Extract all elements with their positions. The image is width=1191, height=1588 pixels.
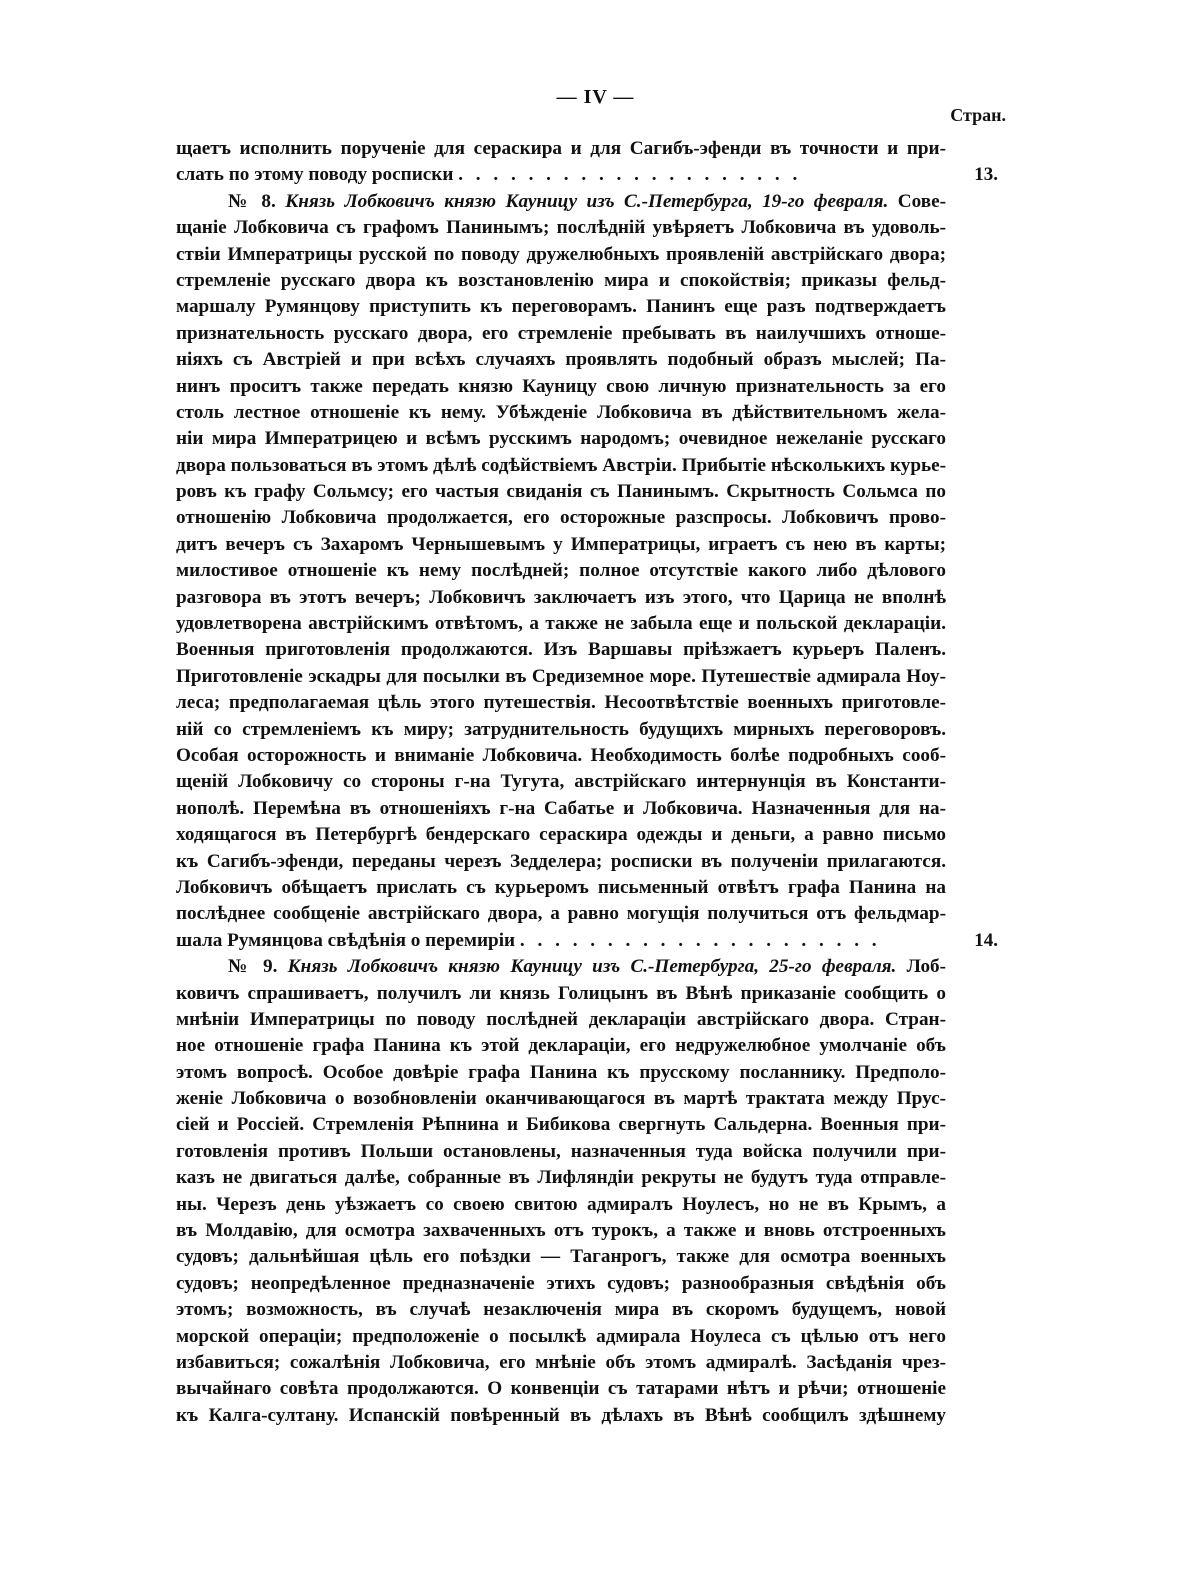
text-line: ровъ къ графу Сольмсу; его частыя свиданія съ Панинымъ. Скрытность Сольмса по [176,481,946,503]
text-line: этомъ вопросѣ. Особое довѣріе графа Панина къ прусскому посланнику. Предполо- [176,1061,946,1083]
text-line: ніяхъ съ Австріей и при всѣхъ случаяхъ проявлять подобный образъ мыслей; Па- [176,349,946,371]
text-line: двора пользоваться въ этомъ дѣлѣ содѣйствіемъ Австріи. Прибытіе нѣсколькихъ курье- [176,454,947,476]
text-line: морской операціи; предположеніе о посылкѣ адмирала Ноулеса съ цѣлью отъ него [176,1325,946,1347]
text-line: ніи мира Императрицею и всѣмъ русскимъ народомъ; очевидное нежеланіе русскаго [176,428,946,450]
text-line: судовъ; неопредѣленное предназначеніе этихъ судовъ; разнообразныя свѣдѣнія объ [176,1272,946,1294]
text-line: ковичъ спрашиваетъ, получилъ ли князь Голицынъ въ Вѣнѣ приказаніе сообщить о [176,982,946,1004]
text-line: готовленія противъ Польши остановлены, назначенныя туда войска получили при- [176,1140,946,1162]
entry-final-line [176,928,998,954]
text-line: сіей и Россіей. Стремленія Рѣпнина и Бибикова свергнуть Сальдерна. Военныя при- [176,1114,946,1136]
text-line: разговора въ этотъ вечеръ; Лобковичъ заключаетъ изъ этого, что Царица не вполнѣ [176,586,946,608]
text-line: нинъ проситъ также передать князю Кауницу свою личную признательность за его [176,375,946,397]
text-line: Военныя приготовленія продолжаются. Изъ Варшавы пріѣзжаетъ курьеръ Паленъ. [176,639,946,661]
text-line: вычайнаго совѣта продолжаются. О конвенціи съ татарами нѣтъ и рѣчи; отношеніе [176,1378,946,1400]
text-line: женіе Лобковича о возобновленіи оканчивающагося въ мартѣ трактата между Прус- [176,1088,946,1110]
text-line-fragment: слать по этому поводу росписки [176,164,454,186]
text-line-fragment: Сове- [897,190,947,212]
text-line: ствіи Императрицы русской по поводу дружелюбныхъ проявленій австрійскаго двора; [176,243,946,265]
text-line: нополѣ. Перемѣна въ отношеніяхъ г-на Сабатье и Лобковича. Назначенныя для на- [176,797,946,819]
page-column-label: Стран. [950,105,1006,125]
text-line: отношенію Лобковича продолжается, его осторожные разспросы. Лобковичъ прово- [176,507,946,529]
text-line: Лобковичъ обѣщаетъ прислать съ курьеромъ письменный отвѣтъ графа Панина на [176,876,946,898]
leader-dots: . . . . . . . . . . . . . . . . . . . . . [519,929,881,951]
text-line: щаетъ исполнить порученіе для сераскира и для Сагибъ-эфенди въ точности и при- [176,138,946,159]
text-line: ное отношеніе графа Панина къ этой деклараціи, его недружелюбное умолчаніе объ [176,1035,946,1057]
text-line: судовъ; дальнѣйшая цѣль его поѣздки — Таганрогъ, также для осмотра военныхъ [176,1246,946,1268]
page-reference: 13. [974,164,998,186]
entry-final-line [176,162,998,188]
text-line-fragment: шала Румянцова свѣдѣнія о перемиріи [176,929,516,951]
text-line: маршалу Румянцову приступить къ переговорамъ. Панинъ еще разъ подтверждаетъ [176,296,946,318]
document-body [176,136,998,1429]
text-line: признательность русскаго двора, его стремленіе пребывать въ наилучшихъ отноше- [176,322,946,344]
entry-title: Князь Лобковичъ князю Кауницу изъ С.-Петербурга, 25-го февраля. [287,956,897,978]
text-line: этомъ; возможность, въ случаѣ незаключенія мира въ скоромъ будущемъ, новой [176,1299,946,1321]
text-line: стремленіе русскаго двора къ возстановленію мира и спокойствія; приказы фельд- [176,269,946,291]
text-line: избавиться; сожалѣнія Лобковича, его мнѣніе объ этомъ адмиралѣ. Засѣданія чрез- [176,1351,946,1373]
text-line: послѣднее сообщеніе австрійскаго двора, а равно могущія получиться отъ фельдмар- [176,903,946,925]
text-line: щаніе Лобковича съ графомъ Панинымъ; послѣдній увѣряетъ Лобковича въ удоволь- [176,217,946,239]
text-line: столь лестное отношеніе къ нему. Убѣжденіе Лобковича въ дѣйствительномъ жела- [176,401,946,423]
page-reference: 14. [974,929,998,951]
entry-heading-line [176,189,946,215]
text-line: милостивое отношеніе къ нему послѣдней; полное отсутствіе какого либо дѣлового [176,560,946,582]
entry-heading-line [176,954,946,980]
text-line: мнѣніи Императрицы по поводу послѣдней деклараціи австрійскаго двора. Стран- [176,1008,946,1030]
text-line: къ Калга-султану. Испанскій повѣренный въ дѣлахъ въ Вѣнѣ сообщилъ здѣшнему [176,1404,946,1426]
text-line: въ Молдавію, для осмотра захваченныхъ отъ турокъ, а также и вновь отстроенныхъ [176,1220,946,1242]
text-line: ній со стремленіемъ къ миру; затруднительность будущихъ мирныхъ переговоровъ. [176,718,946,740]
entry-title: Князь Лобковичъ князю Кауницу изъ С.-Петербурга, 19-го февраля. [285,190,889,212]
page-folio: — IV — [556,86,635,108]
text-line-fragment: Лоб- [906,956,947,978]
text-line: ны. Черезъ день уѣзжаетъ со своею свитою адмиралъ Ноулесъ, но не въ Крымъ, а [176,1193,946,1215]
text-line: Особая осторожность и вниманіе Лобковича. Необходимость болѣе подробныхъ сооб- [176,744,946,766]
text-line: Приготовленіе эскадры для посылки въ Средиземное море. Путешествіе адмирала Ноу- [176,665,946,687]
leader-dots: . . . . . . . . . . . . . . . . . . . . [458,164,802,186]
text-line: удовлетворена австрійскимъ отвѣтомъ, а также не забыла еще и польской деклараціи. [176,613,946,635]
text-line: дитъ вечеръ съ Захаромъ Чернышевымъ у Императрицы, играетъ съ нею въ карты; [176,533,946,555]
text-line: къ Сагибъ-эфенди, переданы черезъ Зедделера; росписки въ полученіи прилагаются. [176,850,946,872]
text-line: ходящагося въ Петербургѣ бендерскаго сераскира одежды и деньги, а равно письмо [176,824,946,846]
text-line: щеній Лобковичу со стороны г-на Тугута, австрійскаго интернунція въ Константи- [176,771,946,793]
text-line: казъ не двигаться далѣе, собранные въ Лифляндіи рекруты не будутъ туда отправле- [176,1167,946,1189]
entry-number: № 9. [228,956,278,978]
entry-number: № 8. [228,190,276,212]
text-line: леса; предполагаемая цѣль этого путешествія. Несоотвѣтствіе военныхъ приготовле- [176,692,946,714]
